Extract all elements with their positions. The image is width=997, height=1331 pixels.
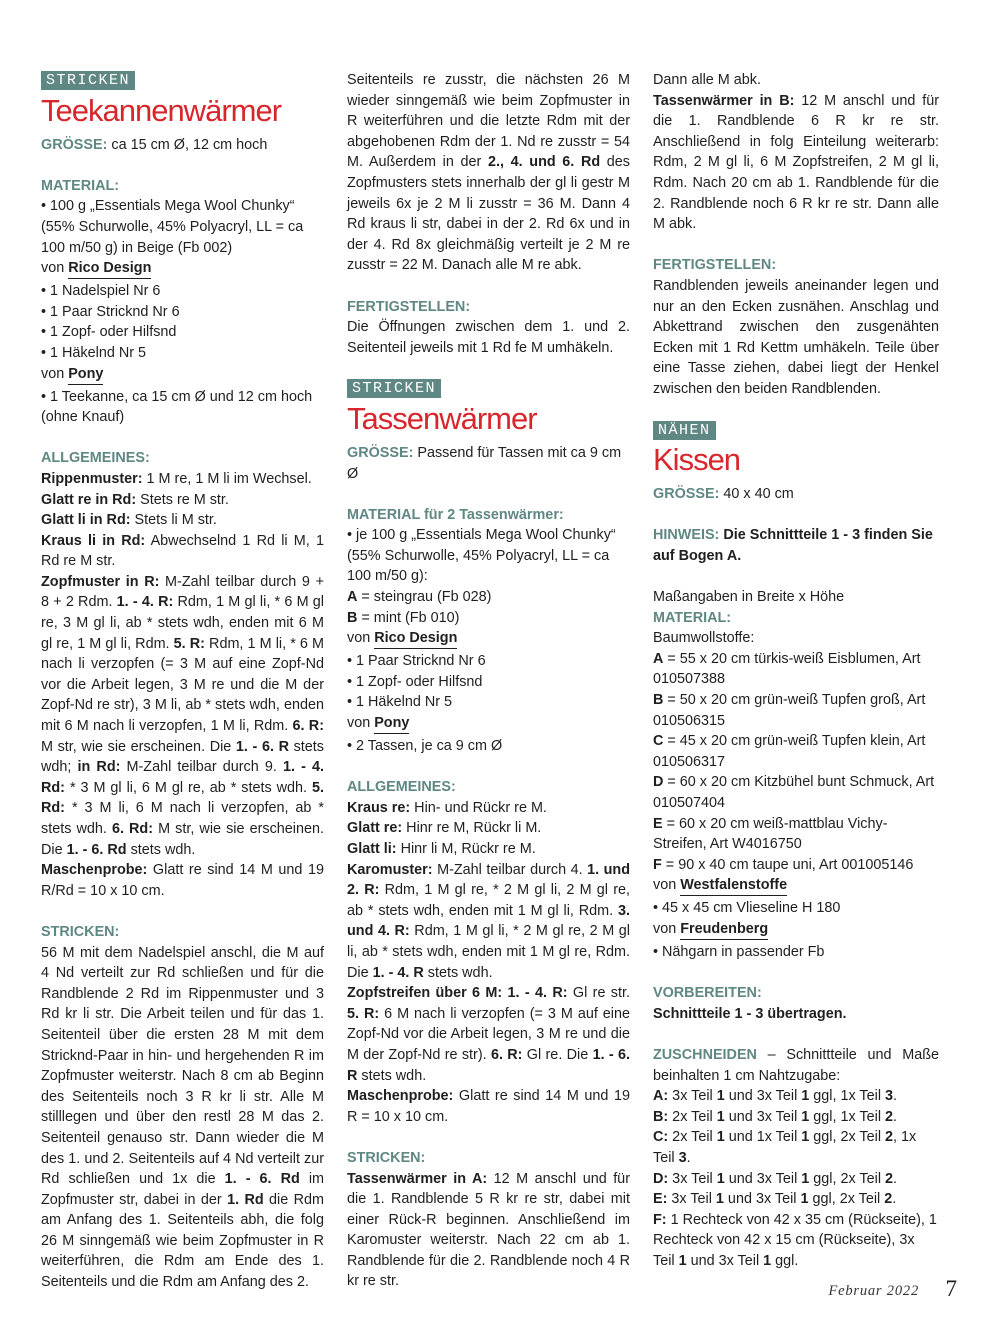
fabric-item: D = 60 x 20 cm Kitzbühel bunt Schmuck, Art 010507404: [653, 774, 935, 811]
supplier-line: von Freudenberg: [653, 919, 939, 942]
column-2: [347, 70, 630, 1292]
needle-item: • 1 Paar Stricknd Nr 6: [41, 303, 180, 320]
supplier-line: von Rico Design: [41, 258, 324, 281]
column-3: [653, 70, 939, 1271]
finish-heading: FERTIGSTELLEN:: [653, 257, 777, 274]
title-teekannenwaermer: Teekannenwärmer: [41, 92, 282, 128]
supplier-line: von Rico Design: [347, 628, 630, 651]
column-1: [41, 70, 324, 1293]
pattern-cable-strip: Zopfstreifen über 6 M: 1. - 4. R: Gl re str. 5. R: 6 M nach li verzopfen (= 3 M auf eine Zopf-Nd vor die Arbeit legen, 3 M re und die M der Zopf-Nd re str). 6. R: Gl re. Die 1. - 6. R stets wdh.: [347, 985, 631, 1084]
supplier-line: von Pony: [347, 713, 630, 736]
fabrics-intro: Baumwollstoffe:: [653, 630, 755, 647]
size-line: GRÖSSE: ca 15 cm Ø, 12 cm hoch: [41, 136, 268, 153]
cut-line-d: D: 3x Teil 1 und 3x Teil 1 ggl, 2x Teil 2.: [653, 1170, 898, 1187]
pattern-garter: Kraus re: Hin- und Rückr re M.: [347, 799, 547, 816]
fabric-item: F = 90 x 40 cm taupe uni, Art 001005146: [653, 856, 914, 873]
hint: HINWEIS: Die Schnittteile 1 - 3 finden Sie auf Bogen A.: [653, 527, 933, 564]
pattern-stockinette: Glatt re in Rd: Stets re M str.: [41, 491, 229, 508]
needle-item: • 1 Zopf- oder Hilfsnd: [347, 673, 483, 690]
pattern-garter: Kraus li in Rd: Abwechselnd 1 Rd li M, 1 Rd re M str.: [41, 532, 324, 570]
general-heading: ALLGEMEINES:: [41, 450, 150, 467]
yarn-item: • 100 g „Essentials Mega Wool Chunky“ (55% Schurwolle, 45% Polyacryl, LL = ca 100 m/50 g) in Beige (Fb 002): [41, 198, 304, 256]
finish-heading: FERTIGSTELLEN:: [347, 298, 471, 315]
needle-item: • 1 Nadelspiel Nr 6: [41, 283, 161, 300]
section-tag-stricken: STRICKEN: [41, 71, 135, 90]
cut-intro: ZUSCHNEIDEN – Schnittteile und Maße beinhalten 1 cm Nahtzugabe:: [653, 1046, 939, 1084]
knit-heading: STRICKEN:: [347, 1149, 426, 1166]
knit-heading: STRICKEN:: [41, 923, 120, 940]
color-a: A = steingrau (Fb 028): [347, 589, 492, 606]
cut-line-f: F: 1 Rechteck von 42 x 35 cm (Rückseite), 1 Rechteck von 42 x 15 cm (Rückseite), 3x Teil 1 und 3x Teil 1 ggl.: [653, 1211, 937, 1269]
needle-item: • 1 Häkelnd Nr 5: [41, 344, 147, 361]
page-number: 7: [945, 1276, 957, 1301]
gauge: Maschenprobe: Glatt re sind 14 M und 19 R/Rd = 10 x 10 cm.: [41, 862, 324, 899]
supplier-line: von Westfalenstoffe: [653, 875, 939, 898]
fabric-item: E = 60 x 20 cm weiß-mattblau Vichy-Streifen, Art W4016750: [653, 815, 888, 853]
material-heading: MATERIAL:: [41, 177, 120, 194]
thread-item: • Nähgarn in passender Fb: [653, 943, 825, 960]
finish-text: Die Öffnungen zwischen dem 1. und 2. Seitenteil jeweils mit 1 Rd fe M umhäkeln.: [347, 319, 630, 356]
cut-line-a: A: 3x Teil 1 und 3x Teil 1 ggl, 1x Teil 3.: [653, 1088, 898, 1105]
knit-instructions-continued: Dann alle M abk.: [653, 72, 761, 88]
size-line: GRÖSSE: 40 x 40 cm: [653, 486, 794, 503]
title-kissen: Kissen: [653, 442, 741, 478]
needle-item: • 1 Zopf- oder Hilfsnd: [41, 324, 177, 341]
interfacing-item: • 45 x 45 cm Vlieseline H 180: [653, 900, 841, 917]
supplier-line: von Pony: [41, 364, 324, 387]
yarn-item: • je 100 g „Essentials Mega Wool Chunky“ (55% Schurwolle, 45% Polyacryl, LL = ca 100 m/50 g):: [347, 527, 616, 585]
knit-instructions: Tassenwärmer in A: 12 M anschl und für die 1. Randblende 5 R kr re str, dabei mit einer Rück-R beginnen. Anschließend im Karomuster weiterstr. Nach 22 cm ab 1. Randblende für die 2. Randblende noch 4 R kr re str.: [347, 1170, 630, 1290]
pattern-cable: Zopfmuster in R: M-Zahl teilbar durch 9 + 8 + 2 Rdm. 1. - 4. R: Rdm, 1 M gl li, * 6 M gl re, 3 M gl li, ab * stets wdh, enden mit 6 M gl re, 1 M gl li, Rdm. 5. R: Rdm, 1 M li, * 6 M nach li verzopfen (= 3 M auf eine Zopf-Nd vor die Arbeit legen, 3 M re und die M der Zopf-Nd re str), 3 M li, ab * stets wdh, enden mit 6 M nach li verzopfen, 1 M li, Rdm. 6. R: M str, wie sie erscheinen. Die 1. - 6. R stets wdh; in Rd: M-Zahl teilbar durch 9. 1. - 4. Rd: * 3 M gl li, 6 M gl re, ab * stets wdh. 5. Rd: * 3 M li, 6 M nach li verzopfen, ab * stets wdh. 6. Rd: M str, wie sie erscheinen. Die 1. - 6. Rd stets wdh.: [41, 573, 325, 858]
prep-heading: VORBEREITEN:: [653, 985, 762, 1002]
material-heading: MATERIAL für 2 Tassenwärmer:: [347, 506, 564, 523]
cut-line-b: B: 2x Teil 1 und 3x Teil 1 ggl, 1x Teil 2.: [653, 1108, 898, 1125]
needle-item: • 1 Paar Stricknd Nr 6: [347, 653, 486, 670]
general-heading: ALLGEMEINES:: [347, 779, 456, 796]
pattern-reverse: Glatt li: Hinr li M, Rückr re M.: [347, 841, 536, 857]
material-heading: MATERIAL:: [653, 609, 732, 626]
color-b: B = mint (Fb 010): [347, 609, 460, 626]
title-tassenwaermer: Tassenwärmer: [347, 400, 537, 436]
pattern-rib: Rippenmuster: 1 M re, 1 M li im Wechsel.: [41, 470, 312, 487]
cups-item: • 2 Tassen, je ca 9 cm Ø: [347, 738, 503, 755]
pattern-reverse: Glatt li in Rd: Stets li M str.: [41, 512, 217, 529]
fabric-item: C = 45 x 20 cm grün-weiß Tupfen klein, Art 010506317: [653, 733, 926, 770]
prep-text: Schnittteile 1 - 3 übertragen.: [653, 1005, 847, 1022]
section-tag-naehen: NÄHEN: [653, 421, 716, 440]
knit-instructions: 56 M mit dem Nadelspiel anschl, die M auf 4 Nd verteilt zur Rd schließen und für die Randblende 2 Rd im Rippenmuster und 3 Rd kr li str. Die Arbeit teilen und für das 1. Seitenteil über die ersten 28 M mit dem Stricknd-Paar in hin- und hergehenden R im Zopfmuster weiterstr. Nach 8 cm ab Beginn des Seitenteils noch 3 R kr li str. Alle M stilllegen und über den restl 28 M das 2. Seitenteil genauso str. Dann wieder die M des 1. und 2. Seitenteils auf 4 Nd verteilt zur Rd schließen und 1x die 1. - 6. Rd im Zopfmuster str, dabei in der 1. Rd die Rdm am Anfang des 1. Seitenteils abh, die folg 26 M sinngemäß wie beim Zopfmuster in R weiterführen, die Rdm am Ende des 1. Seitenteils und die Rdm am Anfang des 2.: [41, 944, 325, 1291]
needle-item: • 1 Häkelnd Nr 5: [347, 694, 453, 711]
knit-instructions-continued: Seitenteils re zusstr, die nächsten 26 M wieder sinngemäß wie beim Zopfmuster in R weiterführen und die letzte Rdm mit der abgehobenen Rdm der 1. Nd re zusstr = 54 M. Außerdem in der 2., 4. und 6. Rd des Zopfmusters stets innerhalb der gl li gestr M jeweils 6x je 2 M li zusstr = 36 M. Dann 4 Rd kraus li str, dabei in der 2. Rd 6x und in der 4. Rd 8x gleichmäßig verteilt je 2 M re zusstr = 22 M. Danach alle M re abk.: [347, 72, 630, 274]
finish-text: Randblenden jeweils aneinander legen und nur an den Ecken zusnähen. Anschlag und Abkettrand zwischen den zusgenähten Ecken mit 1 Rd Kettm umhäkeln. Teile über eine Tasse ziehen, dabei liegt der Henkel zwischen den beiden Randblenden.: [653, 277, 939, 397]
cut-line-c: C: 2x Teil 1 und 1x Teil 1 ggl, 2x Teil 2, 1x Teil 3.: [653, 1129, 917, 1166]
section-tag-stricken: STRICKEN: [347, 379, 441, 398]
pattern-stockinette: Glatt re: Hinr re M, Rückr li M.: [347, 820, 542, 837]
knit-instructions-b: Tassenwärmer in B: 12 M anschl und für die 1. Randblende 6 R kr re str. Anschließend in folg Einteilung weiterarb: Rdm, 2 M gl li, 6 M Zopfstreifen, 2 M gl li, Rdm. Nach 20 cm ab 1. Randblende für die 2. Randblende noch 6 R kr re str. Dann alle M abk.: [653, 92, 939, 233]
cut-line-e: E: 3x Teil 1 und 3x Teil 1 ggl, 2x Teil 2.: [653, 1191, 897, 1208]
gauge: Maschenprobe: Glatt re sind 14 M und 19 R = 10 x 10 cm.: [347, 1088, 630, 1125]
measure-note: Maßangaben in Breite x Höhe: [653, 589, 845, 606]
issue-date: Februar 2022: [828, 1283, 919, 1299]
fabric-item: B = 50 x 20 cm grün-weiß Tupfen groß, Art 010506315: [653, 692, 926, 729]
size-line: GRÖSSE: Passend für Tassen mit ca 9 cm Ø: [347, 444, 622, 482]
fabric-item: A = 55 x 20 cm türkis-weiß Eisblumen, Art 010507388: [653, 650, 921, 688]
pattern-check: Karomuster: M-Zahl teilbar durch 4. 1. und 2. R: Rdm, 1 M gl re, * 2 M gl li, 2 M gl re, ab * stets wdh, enden mit 1 M gl li, Rdm. 3. und 4. R: Rdm, 1 M gl li, * 2 M gl re, 2 M gl li, ab * stets wdh, enden mit 1 M gl re, Rdm. Die 1. - 4. R stets wdh.: [347, 861, 630, 981]
teapot-item: • 1 Teekanne, ca 15 cm Ø und 12 cm hoch (ohne Knauf): [41, 388, 313, 426]
